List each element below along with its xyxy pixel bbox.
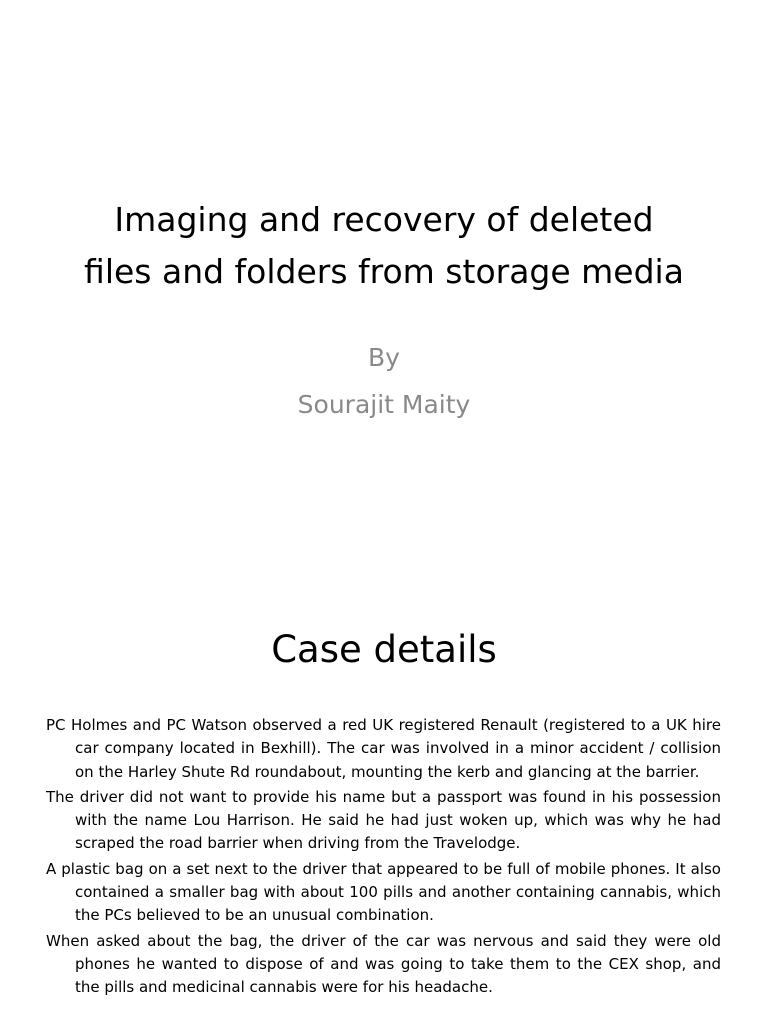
case-details-title: Case details bbox=[271, 628, 497, 671]
subtitle-by: By bbox=[368, 343, 400, 372]
author-subtitle bbox=[40, 334, 728, 428]
case-paragraph-2: The driver did not want to provide his name but a passport was found in his possession with the name Lou Harrison. He said he had just woken up, which was why he had scraped the road barrier when driving from the Travelodge. bbox=[46, 787, 721, 853]
case-details-list bbox=[46, 714, 721, 1002]
presentation-title bbox=[40, 194, 728, 298]
title-line-2: files and folders from storage media bbox=[84, 252, 684, 291]
author-name: Sourajit Maity bbox=[297, 390, 471, 419]
case-paragraph-1: PC Holmes and PC Watson observed a red UK registered Renault (registered to a UK hire car company located in Bexhill). The car was involved in a minor accident / collision on the Harley Shute Rd roundabout, mounting the kerb and glancing at the barrier. bbox=[46, 716, 721, 781]
title-line-1: Imaging and recovery of deleted bbox=[114, 200, 654, 239]
case-details-slide bbox=[0, 576, 768, 1024]
case-paragraph-3: A plastic bag on a set next to the driver that appeared to be full of mobile phones. It also contained a smaller bag with about 100 pills and another containing cannabis, which the PCs believed to be an unusual combination. bbox=[46, 859, 721, 925]
case-paragraph-4: When asked about the bag, the driver of the car was nervous and said they were old phones he wanted to dispose of and was going to take them to the CEX shop, and the pills and medicinal cannabis were for his headache. bbox=[46, 931, 721, 997]
